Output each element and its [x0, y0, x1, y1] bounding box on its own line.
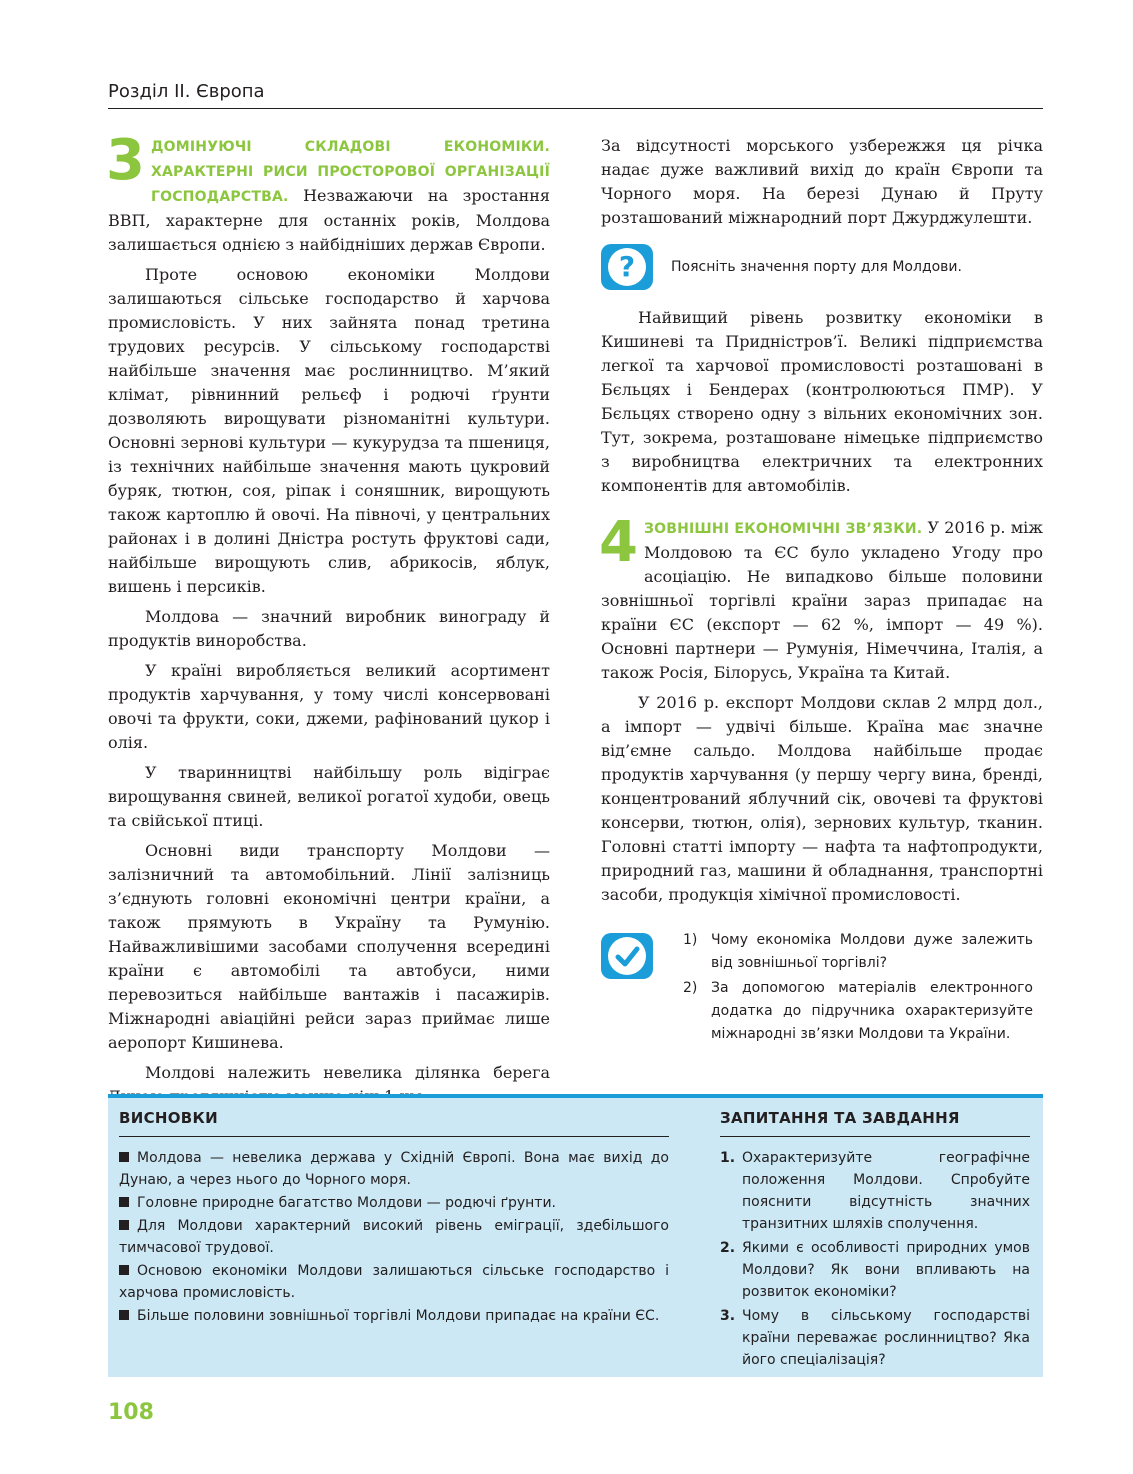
list-item: 2) За допомогою матеріалів електронного додатка до підручника охарактеризуйте міжнародні зв’язки Молдови та України. — [683, 980, 1033, 1042]
section-4-paragraph: У 2016 р. експорт Молдови склав 2 млрд дол., а імпорт — удвічі більше. Країна має значне від’ємне сальдо. Молдова найбільше продає продуктів харчування (у першу чергу вина, бренді, концентрований яблучний сік, овочеві та фруктові консерви, тютюн, олія), зернових культур, тканин. Головні статті імпорту — нафта та нафтопродукти, природний газ, машини й обладнання, транспортні засоби, продукція хімічної промисловості. — [601, 693, 1043, 904]
list-item: 1) Чому економіка Молдови дуже залежить від зовнішньої торгівлі? — [683, 932, 1033, 971]
running-header — [108, 80, 1043, 109]
self-check-list — [683, 929, 1033, 1048]
right-column — [601, 134, 1043, 1048]
question-mark-icon: ? — [601, 244, 653, 290]
conclusions-list — [119, 1147, 669, 1327]
self-check-box — [601, 929, 1043, 1048]
list-item: Більше половини зовнішньої торгівлі Молдови припадає на країни ЄС. — [119, 1305, 669, 1327]
summary-panel — [108, 1094, 1043, 1377]
list-item: Для Молдови характерний високий рівень еміграції, здебільшого тимчасової трудової. — [119, 1218, 669, 1256]
section-4-lead: У 2016 р. між Молдовою та ЄС було укладено Угоду про асоціацію. Не випадково більше половини зовнішньої торгівлі країни зараз припадає на країни ЄС (експорт — 62 %, імпорт — 49 %). Основні партнери — Румунія, Німеччина, Італія, а також Росія, Білорусь, Україна та Китай. — [601, 518, 1044, 682]
section-4-heading — [599, 510, 1044, 685]
danube-continuation: За відсутності морського узбережжя ця річка надає дуже важливий вихід до країн Європи та Чорного моря. На березі Дунаю й Пруту розташований міжнародний порт Джурджулешти. — [601, 136, 1043, 227]
tasks-block — [720, 1106, 1030, 1373]
section-3-title: ДОМІНУЮЧІ СКЛАДОВІ ЕКОНОМІКИ. ХАРАКТЕРНІ РИСИ ПРОСТОРОВОЇ ОРГАНІЗАЦІЇ ГОСПОДАРСТВА. — [150, 139, 550, 205]
section-3-number: 3 — [106, 128, 145, 193]
section-4-number: 4 — [599, 510, 638, 575]
section-3-paragraph: У тваринництві найбільшу роль відіграє вирощування свиней, великої рогатої худоби, овець та свійської птиці. — [108, 763, 550, 830]
list-item: Головне природне багатство Молдови — родючі ґрунти. — [119, 1192, 669, 1214]
tasks-list — [720, 1147, 1030, 1371]
section-4-title: ЗОВНІШНІ ЕКОНОМІЧНІ ЗВ’ЯЗКИ. — [643, 521, 923, 537]
checkmark-icon — [601, 933, 653, 979]
economy-centers-paragraph: Найвищий рівень розвитку економіки в Кишиневі та Придністров’ї. Великі підприємства легкої та харчової промисловості розташовані в Бєльцях і Бендерах (контролюються ПМР). У Бєльцях створено одну з вільних економічних зон. Тут, зокрема, розташоване німецьке підприємство з виробництва електричних та електронних компонентів для автомобілів. — [601, 308, 1043, 495]
section-3-paragraph: Проте основою економіки Молдови залишаються сільське господарство й харчова промисловість. У них зайнята понад третина трудових ресурсів. У сільському господарстві найбільше значення має рослинництво. М’який клімат, рівнинний рельєф і родючі ґрунти дозволяють вирощувати різноманітні культури. Основні зернові культури — кукурудза та пшениця, із технічних найбільше значення мають цукровий буряк, тютюн, соя, ріпак і соняшник, вирощують також картоплю й овочі. На півночі, у центральних районах і в долині Дністра ростуть фруктові сади, найбільше вирощують слив, абрикосів, яблук, вишень і персиків. — [108, 265, 550, 596]
section-3-paragraph: Молдові належить невелика ділянка берега — [145, 1063, 550, 1082]
section-3-paragraph: Основні види транспорту Молдови — залізничний та автомобільний. Лінії залізниць з’єднують головні економічні центри країни, а також прямують в Україну та Румунію. Найважливішими засобами сполучення всередині країни є автомобілі та автобуси, ними перевозиться найбільше вантажів і пасажирів. Міжнародні авіаційні рейси зараз приймає лише аеропорт Кишинева. — [108, 841, 550, 1052]
running-title: Розділ II. Європа — [108, 81, 265, 102]
page-number: 108 — [108, 1400, 154, 1425]
list-item: 2. Якими є особливості природних умов Молдови? Як вони впливають на розвиток економіки? — [720, 1240, 1030, 1300]
section-3-paragraph: У країні виробляється великий асортимент продуктів харчування, у тому числі консервовані овочі та фрукти, соки, джеми, рафінований цукор і олія. — [108, 661, 550, 752]
list-item: 3. Чому в сільському господарстві країни переважає рослинництво? Яка його спеціалізація? — [720, 1308, 1030, 1368]
list-item: Основою економіки Молдови залишаються сільське господарство і харчова промисловість. — [119, 1263, 669, 1301]
question-text: Поясніть значення порту для Молдови. — [671, 259, 962, 275]
list-item: Молдова — невелика держава у Східній Європі. Вона має вихід до Дунаю, а через нього до Чорного моря. — [119, 1150, 669, 1188]
left-column — [106, 128, 550, 1115]
section-3-lead: Незважаючи на зростання ВВП, характерне для останніх років, Молдова залишається однією з найбідніших держав Європи. — [108, 186, 550, 254]
section-3-paragraph: Молдова — значний виробник винограду й продуктів виноробства. — [108, 607, 550, 650]
conclusions-block — [119, 1106, 669, 1328]
section-3-heading — [106, 128, 550, 257]
conclusions-title: ВИСНОВКИ — [119, 1106, 669, 1137]
list-item: 1. Охарактеризуйте географічне положення Молдови. Спробуйте пояснити відсутність значних транзитних шляхів сполучення. — [720, 1150, 1030, 1232]
tasks-title: ЗАПИТАННЯ ТА ЗАВДАННЯ — [720, 1106, 1030, 1137]
question-box — [601, 244, 1043, 290]
